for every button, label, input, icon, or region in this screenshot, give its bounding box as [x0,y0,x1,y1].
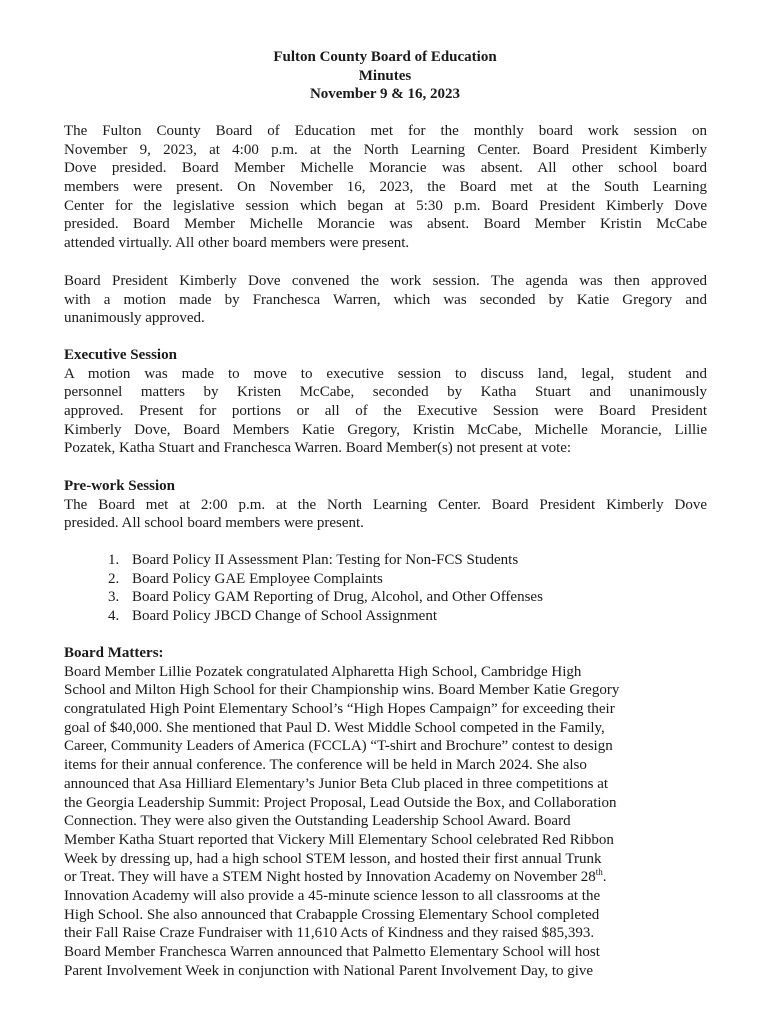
text-line: goal of $40,000. She mentioned that Paul D. West Middle School competed in the Family, [64,719,605,736]
text-line: congratulated High Point Elementary School’s “High Hopes Campaign” for exceeding their [64,701,615,718]
text-line: Kimberly Dove, Board Members Katie Gregory, Kristin McCabe, Michelle Morancie, Lillie [64,421,707,438]
list-text: Board Policy JBCD Change of School Assignment [132,608,437,625]
text-line: the Georgia Leadership Summit: Project Proposal, Lead Outside the Box, and Collaboration [64,794,617,811]
executive-session-section [64,346,707,458]
list-item [108,607,543,626]
text-line: School and Milton High School for their Championship wins. Board Member Katie Gregory [64,682,620,699]
text-line: approved. Present for portions or all of the Executive Session were Board President [64,403,707,420]
prework-session-paragraph [64,496,707,533]
intro-paragraph [64,122,707,253]
document-header [0,48,770,104]
prework-session-section [64,477,707,533]
text-line: Board Member Franchesca Warren announced that Palmetto Elementary School will host [64,944,600,961]
list-number: 1. [108,552,120,568]
text-line: High School. She also announced that Crabapple Crossing Elementary School completed [64,906,600,923]
text-line: Parent Involvement Week in conjunction with National Parent Involvement Day, to give [64,962,594,979]
board-matters-section [64,644,707,980]
text-line: The Fulton County Board of Education met for the monthly board work session on [64,123,707,139]
document-title: Fulton County Board of Education [273,49,497,65]
list-text: Board Policy II Assessment Plan: Testing for Non-FCS Students [132,552,519,568]
ordinal-superscript: th [595,867,603,878]
text-line: personnel matters by Kristen McCabe, seconded by Katha Stuart and unanimously [64,384,707,401]
text-line: November 9, 2023, at 4:00 p.m. at the North Learning Center. Board President Kimberly [64,141,707,158]
list-item [108,551,543,570]
executive-session-paragraph [64,365,707,458]
text-line: attended virtually. All other board members were present. [64,235,410,252]
convene-paragraph [64,272,707,328]
text-line: Board Member Lillie Pozatek congratulated Alpharetta High School, Cambridge High [64,663,582,680]
text-line: The Board met at 2:00 p.m. at the North Learning Center. Board President Kimberly Dove [64,496,707,513]
text-line: items for their annual conference. The conference will be held in March 2024. She also [64,757,587,774]
text-line: their Fall Raise Craze Fundraiser with 11,610 Acts of Kindness and they raised $85,393. [64,925,595,942]
text-line: presided. Board Member Michelle Morancie was absent. Board Member Kristin McCabe [64,216,707,233]
text-line: A motion was made to move to executive session to discuss land, legal, student and [64,365,707,382]
text-line: Board President Kimberly Dove convened the work session. The agenda was then approved [64,273,707,289]
text-line: announced that Asa Hilliard Elementary’s Junior Beta Club placed in three competitions at [64,775,609,792]
text-line: or Treat. They will have a STEM Night hosted by Innovation Academy on November 28th. [64,867,607,886]
list-item [108,588,543,607]
text-line: Week by dressing up, had a high school STEM lesson, and hosted their first annual Trunk [64,850,602,867]
text-line: members were present. On November 16, 2023, the Board met at the South Learning [64,179,707,196]
text-line: Innovation Academy will also provide a 45-minute science lesson to all classrooms at the [64,887,601,904]
list-number: 3. [108,589,120,606]
text-line: Connection. They were also given the Outstanding Leadership School Award. Board [64,813,571,830]
prework-session-heading: Pre-work Session [64,478,175,494]
text-line: Member Katha Stuart reported that Vickery Mill Elementary School celebrated Red Ribbon [64,831,614,848]
list-number: 4. [108,608,120,625]
text-line: with a motion made by Franchesca Warren, which was seconded by Katie Gregory and [64,291,707,308]
text-line: presided. All school board members were present. [64,515,364,532]
list-item [108,570,543,589]
document-subtitle: Minutes [358,67,412,84]
policy-list [108,551,543,626]
list-number: 2. [108,570,120,587]
document-date: November 9 & 16, 2023 [309,86,461,103]
board-matters-heading: Board Matters: [64,645,164,661]
text-line: Dove presided. Board Member Michelle Morancie was absent. All other school board [64,160,707,177]
text-line: Center for the legislative session which began at 5:30 p.m. Board President Kimberly Dove [64,197,707,214]
executive-session-heading: Executive Session [64,347,177,363]
board-matters-paragraph [64,663,707,981]
text-line: Career, Community Leaders of America (FCCLA) “T-shirt and Brochure” contest to design [64,738,613,755]
list-text: Board Policy GAM Reporting of Drug, Alcohol, and Other Offenses [132,589,543,606]
text-line: unanimously approved. [64,310,205,327]
text-line: Pozatek, Katha Stuart and Franchesca Warren. Board Member(s) not present at vote: [64,440,572,457]
list-text: Board Policy GAE Employee Complaints [132,570,383,587]
